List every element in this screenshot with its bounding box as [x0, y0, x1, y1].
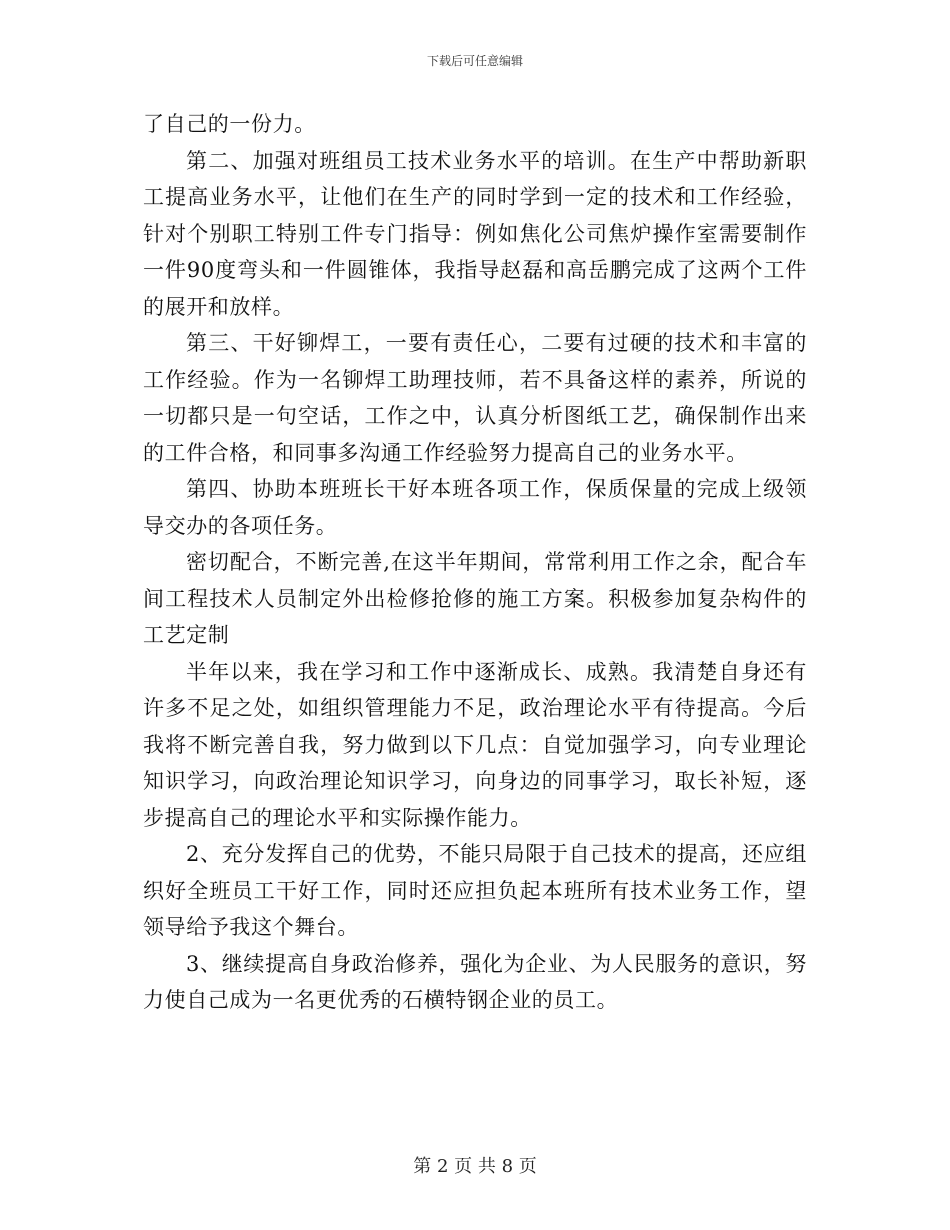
paragraph-half-year-summary: 半年以来，我在学习和工作中逐渐成长、成熟。我清楚自身还有许多不足之处，如组织管理能力不足，政治理论水平有待提高。今后我将不断完善自我，努力做到以下几点：自觉加强学习，向专业理论知识学习，向政治理论知识学习，向身边的同事学习，取长补短，逐步提高自己的理论水平和实际操作能力。 — [143, 659, 807, 830]
page-number-footer: 第 2 页 共 8 页 — [413, 1156, 537, 1177]
paragraph-continuation: 了自己的一份力。 — [143, 112, 316, 136]
paragraph-plan-3: 3、继续提高自身政治修养，强化为企业、为人民服务的意识，努力使自己成为一名更优秀的石横特钢企业的员工。 — [143, 951, 807, 1012]
paragraph-point-2: 第二、加强对班组员工技术业务水平的培训。在生产中帮助新职工提高业务水平，让他们在生产的同时学到一定的技术和工作经验，针对个别职工特别工件专门指导：例如焦化公司焦炉操作室需要制作一件90度弯头和一件圆锥体，我指导赵磊和高岳鹏完成了这两个工件的展开和放样。 — [143, 148, 807, 319]
document-body — [143, 106, 807, 1019]
paragraph-point-4: 第四、协助本班班长干好本班各项工作，保质保量的完成上级领导交办的各项任务。 — [143, 477, 807, 538]
page-header-note: 下载后可任意编辑 — [426, 54, 523, 68]
paragraph-point-3: 第三、干好铆焊工，一要有责任心，二要有过硬的技术和丰富的工作经验。作为一名铆焊工助理技师，若不具备这样的素养，所说的一切都只是一句空话，工作之中，认真分析图纸工艺，确保制作出来的工件合格，和同事多沟通工作经验努力提高自己的业务水平。 — [143, 331, 807, 465]
paragraph-cooperation: 密切配合，不断完善,在这半年期间，常常利用工作之余，配合车间工程技术人员制定外出检修抢修的施工方案。积极参加复杂构件的工艺定制 — [143, 550, 807, 647]
paragraph-plan-2: 2、充分发挥自己的优势，不能只局限于自己技术的提高，还应组织好全班员工干好工作，同时还应担负起本班所有技术业务工作，望领导给予我这个舞台。 — [143, 842, 807, 939]
